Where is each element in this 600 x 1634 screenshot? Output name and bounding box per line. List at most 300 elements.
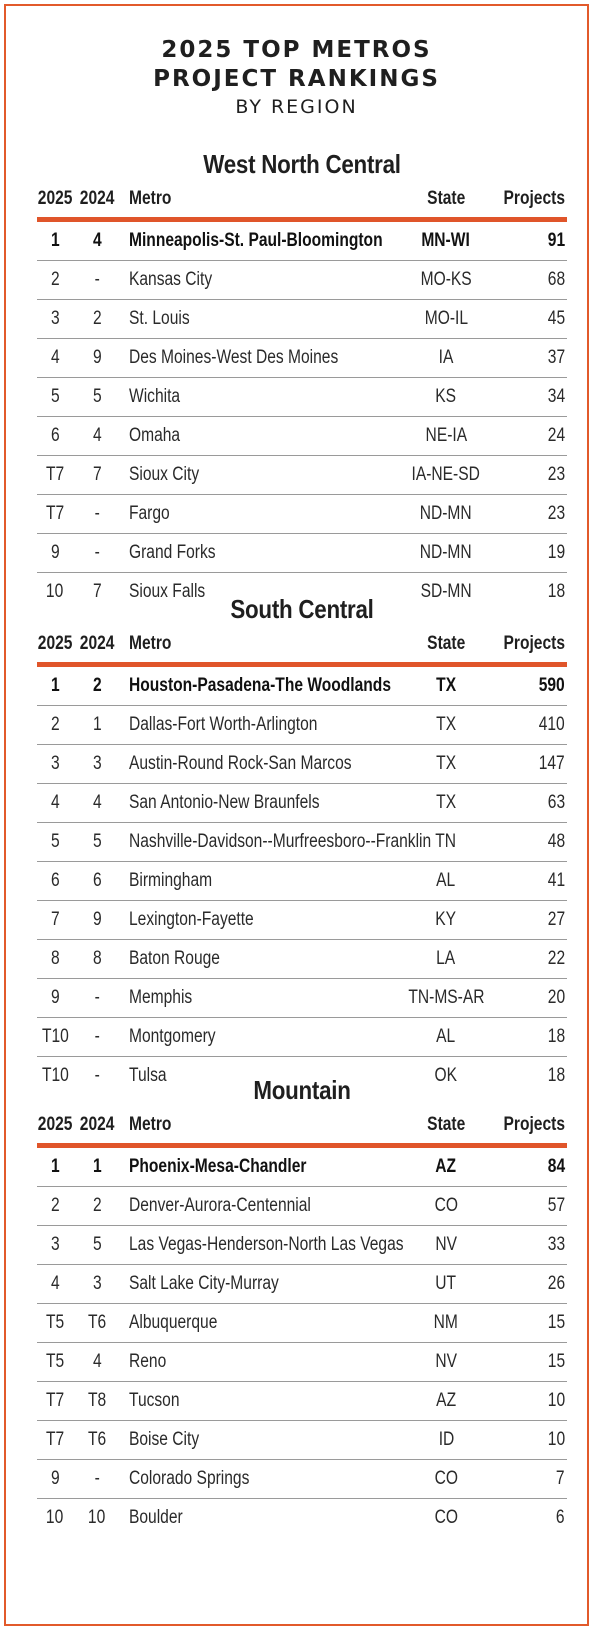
state-code: TX (436, 792, 456, 813)
project-count: 37 (547, 347, 565, 368)
project-count: 22 (547, 948, 565, 969)
project-count-cell (477, 378, 565, 416)
metro-name: Omaha (129, 425, 181, 446)
state-code: NE-IA (425, 425, 467, 446)
project-count: 34 (547, 386, 565, 407)
metro-name: Las Vegas-Henderson-North Las Vegas (129, 1234, 404, 1255)
table-row (37, 1187, 567, 1226)
rank-2024-cell (79, 222, 115, 260)
header-projects-cell (477, 181, 565, 217)
project-count-cell (477, 940, 565, 978)
project-count-cell (477, 901, 565, 939)
rank-2024-cell (79, 1343, 115, 1381)
state-code: MN-WI (421, 230, 471, 251)
project-count: 20 (547, 987, 565, 1008)
table-row (37, 222, 567, 261)
project-count: 19 (547, 542, 565, 563)
project-count-cell (477, 979, 565, 1017)
project-count: 7 (556, 1468, 565, 1489)
rank-2024: T8 (87, 1390, 107, 1411)
rank-2024: 7 (92, 464, 102, 485)
rank-2024: 3 (92, 753, 102, 774)
rank-2025-cell (37, 378, 73, 416)
rank-2025: 1 (50, 675, 60, 696)
rank-2025: 2 (50, 1195, 60, 1216)
project-count: 45 (547, 308, 565, 329)
rank-2025-cell (37, 1343, 73, 1381)
rank-2024-cell (79, 1187, 115, 1225)
table-row (37, 784, 567, 823)
rank-2025: 2 (50, 714, 60, 735)
rank-2024-cell (79, 1148, 115, 1186)
project-count-cell (477, 261, 565, 299)
rank-2025-cell (37, 495, 73, 533)
project-count: 27 (547, 909, 565, 930)
metro-name: Reno (129, 1351, 167, 1372)
rank-2024: 5 (92, 1234, 102, 1255)
metro-name: Tulsa (129, 1065, 167, 1086)
metro-name: San Antonio-New Braunfels (129, 792, 320, 813)
rank-2024: 4 (92, 1351, 102, 1372)
state-code: NV (435, 1234, 457, 1255)
project-count: 23 (547, 503, 565, 524)
state-code: TX (436, 675, 456, 696)
project-count-cell (477, 1460, 565, 1498)
region-mountain (37, 1073, 567, 1537)
metro-name: Wichita (129, 386, 181, 407)
metro-name: Nashville-Davidson--Murfreesboro--Franklin (129, 831, 432, 852)
project-count-cell (477, 339, 565, 377)
rank-2024: 2 (92, 675, 102, 696)
metro-name: Boulder (129, 1507, 183, 1528)
metro-name: Baton Rouge (129, 948, 220, 969)
rank-2024-cell (79, 979, 115, 1017)
rank-2025: T5 (45, 1312, 65, 1333)
table-row (37, 1382, 567, 1421)
project-count: 18 (547, 1065, 565, 1086)
rank-2024: 9 (92, 347, 102, 368)
rank-2025-cell (37, 667, 73, 705)
project-count-cell (477, 456, 565, 494)
rank-2025: 3 (50, 753, 60, 774)
table-row (37, 261, 567, 300)
rank-2025: 7 (50, 909, 60, 930)
project-count-cell (477, 534, 565, 572)
header-2025-cell (37, 181, 73, 217)
rank-2025-cell (37, 901, 73, 939)
metro-name: Salt Lake City-Murray (129, 1273, 279, 1294)
rank-2025: 4 (50, 792, 60, 813)
rank-2024: 5 (92, 831, 102, 852)
header-projects: Projects (503, 188, 565, 209)
table-header-row (37, 1107, 567, 1148)
rank-2025-cell (37, 534, 73, 572)
rank-2025: 4 (50, 1273, 60, 1294)
metro-name: Houston-Pasadena-The Woodlands (129, 675, 392, 696)
region-title: South Central (230, 594, 374, 624)
state-code: KY (435, 909, 457, 930)
rank-2025-cell (37, 1265, 73, 1303)
rank-2025: 1 (50, 230, 60, 251)
region-west-north-central (37, 147, 567, 611)
project-count: 57 (547, 1195, 565, 1216)
state-code: TN-MS-AR (407, 987, 485, 1008)
rank-2024-cell (79, 300, 115, 338)
rank-2025: 1 (50, 1156, 60, 1177)
header-2025-cell (37, 1107, 73, 1143)
metro-name: Dallas-Fort Worth-Arlington (129, 714, 318, 735)
table-row (37, 417, 567, 456)
rank-2025-cell (37, 1148, 73, 1186)
project-count: 24 (547, 425, 565, 446)
table-header-row (37, 626, 567, 667)
rank-2025: 9 (50, 542, 60, 563)
rank-2024-cell (79, 1499, 115, 1537)
region-south-central (37, 592, 567, 1095)
header-2024: 2024 (79, 1114, 115, 1135)
header-2025: 2025 (37, 1114, 73, 1135)
project-count-cell (477, 1499, 565, 1537)
state-code: CO (434, 1468, 458, 1489)
project-count: 10 (547, 1429, 565, 1450)
rank-2024: - (94, 542, 100, 563)
project-count: 410 (539, 714, 565, 735)
state-code: NV (435, 1351, 457, 1372)
project-count: 15 (547, 1351, 565, 1372)
rank-2025: 10 (46, 581, 64, 602)
rank-2024: - (94, 269, 100, 290)
state-code: AZ (435, 1156, 457, 1177)
project-count-cell (477, 1304, 565, 1342)
table-row (37, 1018, 567, 1057)
rank-2025-cell (37, 261, 73, 299)
table-row (37, 339, 567, 378)
metro-name: Tucson (129, 1390, 180, 1411)
rank-2024-cell (79, 940, 115, 978)
rank-2025-cell (37, 339, 73, 377)
state-code: LA (436, 948, 456, 969)
rank-2025: 5 (50, 386, 60, 407)
rank-2024-cell (79, 495, 115, 533)
rank-2025: 4 (50, 347, 60, 368)
table-row (37, 1499, 567, 1537)
metro-name: Minneapolis-St. Paul-Bloomington (129, 230, 383, 251)
rank-2025: T7 (45, 464, 65, 485)
state-code: TX (436, 714, 456, 735)
state-code: MO-IL (424, 308, 468, 329)
rank-2025: 8 (50, 948, 60, 969)
rank-2024-cell (79, 1421, 115, 1459)
header-state: State (426, 633, 466, 654)
table-row (37, 862, 567, 901)
project-count-cell (477, 222, 565, 260)
project-count-cell (477, 667, 565, 705)
rank-2025-cell (37, 1226, 73, 1264)
header-2024-cell (79, 181, 115, 217)
table-row (37, 901, 567, 940)
table-row (37, 1304, 567, 1343)
rank-2024: 5 (92, 386, 102, 407)
rank-2024-cell (79, 1018, 115, 1056)
rank-2025: 3 (50, 308, 60, 329)
header-projects-cell (477, 626, 565, 662)
title-line-2: PROJECT RANKINGS (153, 66, 440, 92)
table-row (37, 1460, 567, 1499)
rank-2025: 9 (50, 1468, 60, 1489)
header-state: State (426, 188, 466, 209)
rank-2024-cell (79, 339, 115, 377)
header-2024-cell (79, 626, 115, 662)
project-count: 23 (547, 464, 565, 485)
metro-name: Sioux Falls (129, 581, 206, 602)
rank-2025-cell (37, 940, 73, 978)
project-count-cell (477, 1018, 565, 1056)
header-2024-cell (79, 1107, 115, 1143)
project-count: 48 (547, 831, 565, 852)
header-metro: Metro (129, 633, 172, 654)
metro-name: Des Moines-West Des Moines (129, 347, 339, 368)
project-count-cell (477, 300, 565, 338)
metro-name: Colorado Springs (129, 1468, 250, 1489)
metro-name: St. Louis (129, 308, 190, 329)
state-code: AL (436, 1026, 456, 1047)
table-row (37, 1226, 567, 1265)
table-row (37, 667, 567, 706)
state-code: OK (434, 1065, 458, 1086)
rank-2024-cell (79, 706, 115, 744)
rank-2025-cell (37, 1460, 73, 1498)
project-count: 84 (547, 1156, 565, 1177)
metro-name: Lexington-Fayette (129, 909, 254, 930)
rank-2024-cell (79, 901, 115, 939)
table-row (37, 1421, 567, 1460)
rank-2024: - (94, 1026, 100, 1047)
rank-2024: 3 (92, 1273, 102, 1294)
header-2025: 2025 (37, 633, 73, 654)
rank-2024-cell (79, 456, 115, 494)
state-code: UT (435, 1273, 457, 1294)
state-code: SD-MN (420, 581, 472, 602)
rank-2024: 4 (92, 230, 102, 251)
state-code: AZ (436, 1390, 456, 1411)
table-row (37, 378, 567, 417)
rank-2024: 4 (92, 425, 102, 446)
project-count-cell (477, 706, 565, 744)
rank-2024-cell (79, 1460, 115, 1498)
project-count: 63 (547, 792, 565, 813)
rank-2024: - (94, 987, 100, 1008)
rank-2024-cell (79, 784, 115, 822)
rank-2025-cell (37, 300, 73, 338)
project-count: 41 (547, 870, 565, 891)
table-row (37, 534, 567, 573)
rank-2024-cell (79, 1265, 115, 1303)
region-title: West North Central (203, 149, 401, 179)
rank-2024-cell (79, 378, 115, 416)
rank-2024: - (94, 1065, 100, 1086)
region-title: Mountain (253, 1075, 351, 1105)
rank-2024: - (94, 1468, 100, 1489)
header-2025-cell (37, 626, 73, 662)
project-count-cell (477, 1226, 565, 1264)
rank-2024: 8 (92, 948, 102, 969)
rank-2025-cell (37, 979, 73, 1017)
rank-2024: 2 (92, 308, 102, 329)
project-count-cell (477, 745, 565, 783)
rank-2024: 7 (92, 581, 102, 602)
project-count: 6 (556, 1507, 565, 1528)
table-row (37, 1265, 567, 1304)
rank-2024: 1 (92, 1156, 102, 1177)
rank-2025: 10 (46, 1507, 64, 1528)
rank-2025-cell (37, 745, 73, 783)
rank-2025-cell (37, 862, 73, 900)
state-code: CO (434, 1195, 458, 1216)
header-state: State (426, 1114, 466, 1135)
rank-2025-cell (37, 706, 73, 744)
header-2024: 2024 (79, 633, 115, 654)
project-count: 590 (539, 675, 565, 696)
state-code: CO (434, 1507, 458, 1528)
page-title (6, 36, 587, 120)
rank-2025-cell (37, 1018, 73, 1056)
project-count: 33 (547, 1234, 565, 1255)
table-row (37, 1343, 567, 1382)
rank-2025: T7 (45, 1429, 65, 1450)
metro-name: Phoenix-Mesa-Chandler (129, 1156, 307, 1177)
state-code: KS (435, 386, 457, 407)
table-row (37, 979, 567, 1018)
table-row (37, 456, 567, 495)
rank-2024: 2 (92, 1195, 102, 1216)
rank-2025: 5 (50, 831, 60, 852)
header-metro: Metro (129, 188, 172, 209)
project-count: 18 (547, 581, 565, 602)
project-count: 18 (547, 1026, 565, 1047)
state-code: ID (438, 1429, 454, 1450)
rank-2024-cell (79, 1226, 115, 1264)
rank-2024-cell (79, 261, 115, 299)
rank-2025: T10 (41, 1065, 69, 1086)
rank-2024-cell (79, 667, 115, 705)
metro-name: Austin-Round Rock-San Marcos (129, 753, 352, 774)
project-count: 147 (539, 753, 565, 774)
metro-name: Birmingham (129, 870, 213, 891)
rank-2025: T10 (41, 1026, 69, 1047)
state-code: MO-KS (420, 269, 472, 290)
project-count-cell (477, 862, 565, 900)
metro-name: Fargo (129, 503, 170, 524)
metro-name: Grand Forks (129, 542, 216, 563)
project-count: 68 (547, 269, 565, 290)
rank-2025-cell (37, 417, 73, 455)
rank-2024: - (94, 503, 100, 524)
rank-2024: 9 (92, 909, 102, 930)
rank-2025: T7 (45, 503, 65, 524)
table-row (37, 940, 567, 979)
rank-2024: 1 (92, 714, 102, 735)
rank-2024-cell (79, 534, 115, 572)
state-code: TN (435, 831, 457, 852)
rankings-card (4, 4, 589, 1626)
table-row (37, 706, 567, 745)
rank-2025-cell (37, 823, 73, 861)
table-row (37, 300, 567, 339)
rank-2025: T5 (45, 1351, 65, 1372)
header-projects: Projects (503, 633, 565, 654)
rank-2024-cell (79, 1382, 115, 1420)
metro-name: Albuquerque (129, 1312, 218, 1333)
project-count-cell (477, 1382, 565, 1420)
rank-2025-cell (37, 1382, 73, 1420)
rank-2025: 9 (50, 987, 60, 1008)
state-code: ND-MN (420, 542, 472, 563)
rank-2025-cell (37, 456, 73, 494)
rank-2024: 10 (88, 1507, 106, 1528)
metro-name: Montgomery (129, 1026, 216, 1047)
project-count-cell (477, 823, 565, 861)
table-row (37, 745, 567, 784)
table-row (37, 823, 567, 862)
rank-2024: 6 (92, 870, 102, 891)
project-count: 10 (547, 1390, 565, 1411)
metro-name: Boise City (129, 1429, 200, 1450)
header-2024: 2024 (79, 188, 115, 209)
state-code: IA (438, 347, 454, 368)
project-count: 91 (547, 230, 565, 251)
table-row (37, 495, 567, 534)
rank-2025-cell (37, 222, 73, 260)
header-projects-cell (477, 1107, 565, 1143)
project-count-cell (477, 1343, 565, 1381)
rank-2024: T6 (87, 1429, 107, 1450)
title-line-1: 2025 TOP METROS (161, 37, 432, 63)
project-count-cell (477, 1265, 565, 1303)
table-header-row (37, 181, 567, 222)
project-count-cell (477, 1187, 565, 1225)
rank-2025: T7 (45, 1390, 65, 1411)
state-code: TX (436, 753, 456, 774)
rank-2024: 4 (92, 792, 102, 813)
rank-2025: 6 (50, 425, 60, 446)
rank-2024-cell (79, 745, 115, 783)
project-count-cell (477, 1421, 565, 1459)
metro-name: Kansas City (129, 269, 213, 290)
metro-name: Denver-Aurora-Centennial (129, 1195, 311, 1216)
rank-2024-cell (79, 862, 115, 900)
metro-name: Memphis (129, 987, 193, 1008)
project-count-cell (477, 417, 565, 455)
rank-2024-cell (79, 417, 115, 455)
rank-2025: 6 (50, 870, 60, 891)
state-code: ND-MN (420, 503, 472, 524)
rank-2025-cell (37, 1499, 73, 1537)
rank-2024: T6 (87, 1312, 107, 1333)
title-line-3: BY REGION (235, 96, 358, 118)
state-code: AL (436, 870, 456, 891)
rank-2025-cell (37, 784, 73, 822)
rank-2024-cell (79, 823, 115, 861)
rank-2025: 2 (50, 269, 60, 290)
project-count-cell (477, 495, 565, 533)
project-count-cell (477, 1148, 565, 1186)
state-code: IA-NE-SD (411, 464, 481, 485)
rank-2024-cell (79, 1304, 115, 1342)
rank-2025: 3 (50, 1234, 60, 1255)
state-code: NM (433, 1312, 459, 1333)
header-metro: Metro (129, 1114, 172, 1135)
rank-2025-cell (37, 1421, 73, 1459)
